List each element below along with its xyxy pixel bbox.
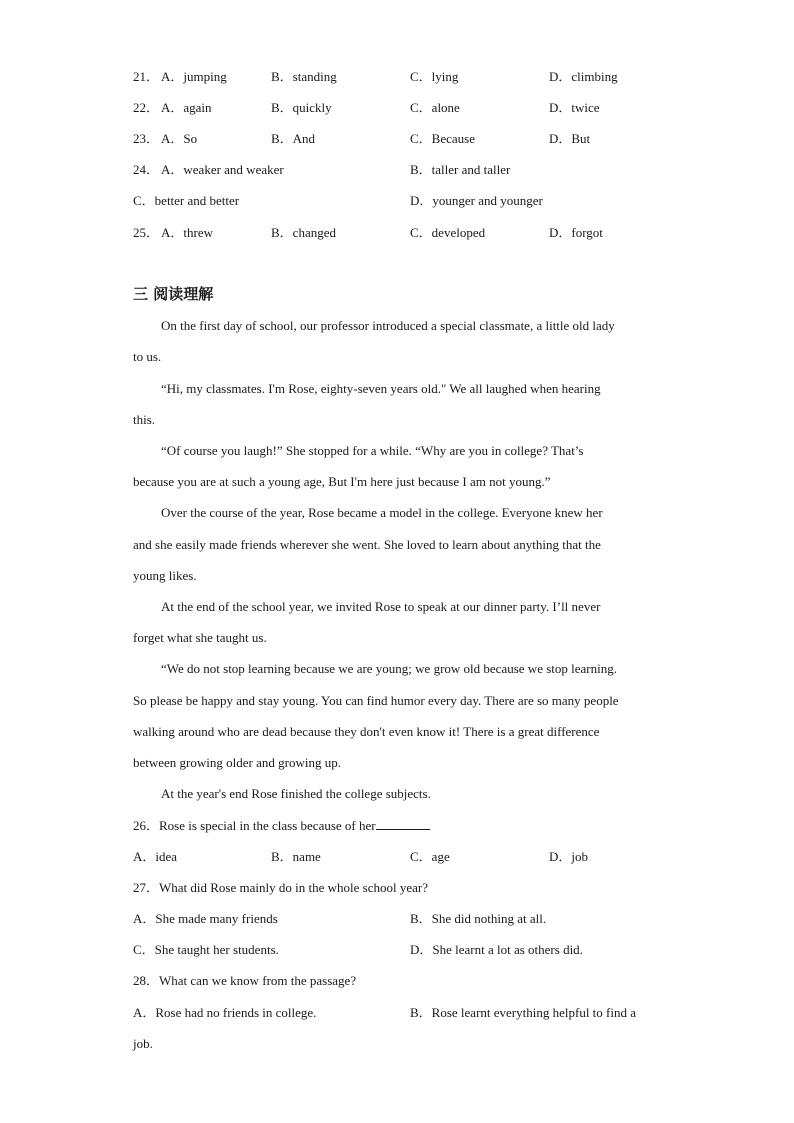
option-number: 24． <box>133 162 160 177</box>
option-c: C．lying <box>410 69 459 84</box>
passage-line: “Of course you laugh!” She stopped for a while. “Why are you in college? That’s <box>161 443 584 458</box>
q28-option-a: A．Rose had no friends in college. <box>133 1005 317 1020</box>
section-title: 三 阅读理解 <box>133 285 214 303</box>
q26-option-c: C．age <box>410 849 450 864</box>
passage-line: this. <box>133 412 156 427</box>
option-a: A．again <box>161 100 212 115</box>
question-stem: 26．Rose is special in the class because of her <box>133 818 376 833</box>
option-b: B．And <box>271 131 316 146</box>
passage-line: young likes. <box>133 568 197 583</box>
option-c: C．alone <box>410 100 460 115</box>
option-a: A．jumping <box>161 69 227 84</box>
option-d: D．climbing <box>549 69 618 84</box>
passage-line: At the end of the school year, we invited Rose to speak at our dinner party. I’ll never <box>161 599 601 614</box>
passage-line: to us. <box>133 349 162 364</box>
passage-line: Over the course of the year, Rose became a model in the college. Everyone knew her <box>161 505 603 520</box>
question-27: 27．What did Rose mainly do in the whole school year? <box>133 880 428 895</box>
option-b: B．quickly <box>271 100 332 115</box>
option-number: 22． <box>133 100 160 115</box>
passage-line: At the year's end Rose finished the college subjects. <box>161 786 431 801</box>
passage-line: walking around who are dead because they don't even know it! There is a great difference <box>133 724 600 739</box>
option-c: C．better and better <box>133 193 240 208</box>
q26-option-d: D．job <box>549 849 589 864</box>
passage-line: “We do not stop learning because we are young; we grow old because we stop learning. <box>161 661 617 676</box>
option-d: D．younger and younger <box>410 193 543 208</box>
option-d: D．But <box>549 131 591 146</box>
q27-option-c: C．She taught her students. <box>133 942 279 957</box>
option-number: 25． <box>133 225 160 240</box>
passage-line: “Hi, my classmates. I'm Rose, eighty-seven years old." We all laughed when hearing <box>161 381 601 396</box>
q27-option-a: A．She made many friends <box>133 911 278 926</box>
q26-option-b: B．name <box>271 849 321 864</box>
option-c: C．Because <box>410 131 475 146</box>
option-d: D．twice <box>549 100 600 115</box>
option-a: A．So <box>161 131 198 146</box>
option-a: A．threw <box>161 225 213 240</box>
option-b: B．taller and taller <box>410 162 511 177</box>
question-28: 28．What can we know from the passage? <box>133 973 357 988</box>
q27-option-b: B．She did nothing at all. <box>410 911 547 926</box>
passage-line: because you are at such a young age, But I'm here just because I am not young.” <box>133 474 551 489</box>
q26-option-a: A．idea <box>133 849 178 864</box>
option-number: 21． <box>133 69 160 84</box>
option-number: 23． <box>133 131 160 146</box>
option-a: A．weaker and weaker <box>161 162 284 177</box>
passage-line: between growing older and growing up. <box>133 755 341 770</box>
passage-line: and she easily made friends wherever she went. She loved to learn about anything that the <box>133 537 601 552</box>
option-b: B．changed <box>271 225 336 240</box>
passage-line: So please be happy and stay young. You can find humor every day. There are so many people <box>133 693 619 708</box>
option-c: C．developed <box>410 225 486 240</box>
question-26 <box>133 817 430 834</box>
option-d: D．forgot <box>549 225 603 240</box>
passage-line: On the first day of school, our professor introduced a special classmate, a little old lady <box>161 318 615 333</box>
passage-line: forget what she taught us. <box>133 630 267 645</box>
q28-option-b: B．Rose learnt everything helpful to find a <box>410 1005 637 1020</box>
option-b: B．standing <box>271 69 337 84</box>
q28-option-b-continued: job. <box>133 1036 153 1051</box>
q27-option-d: D．She learnt a lot as others did. <box>410 942 583 957</box>
answer-blank <box>376 817 430 830</box>
